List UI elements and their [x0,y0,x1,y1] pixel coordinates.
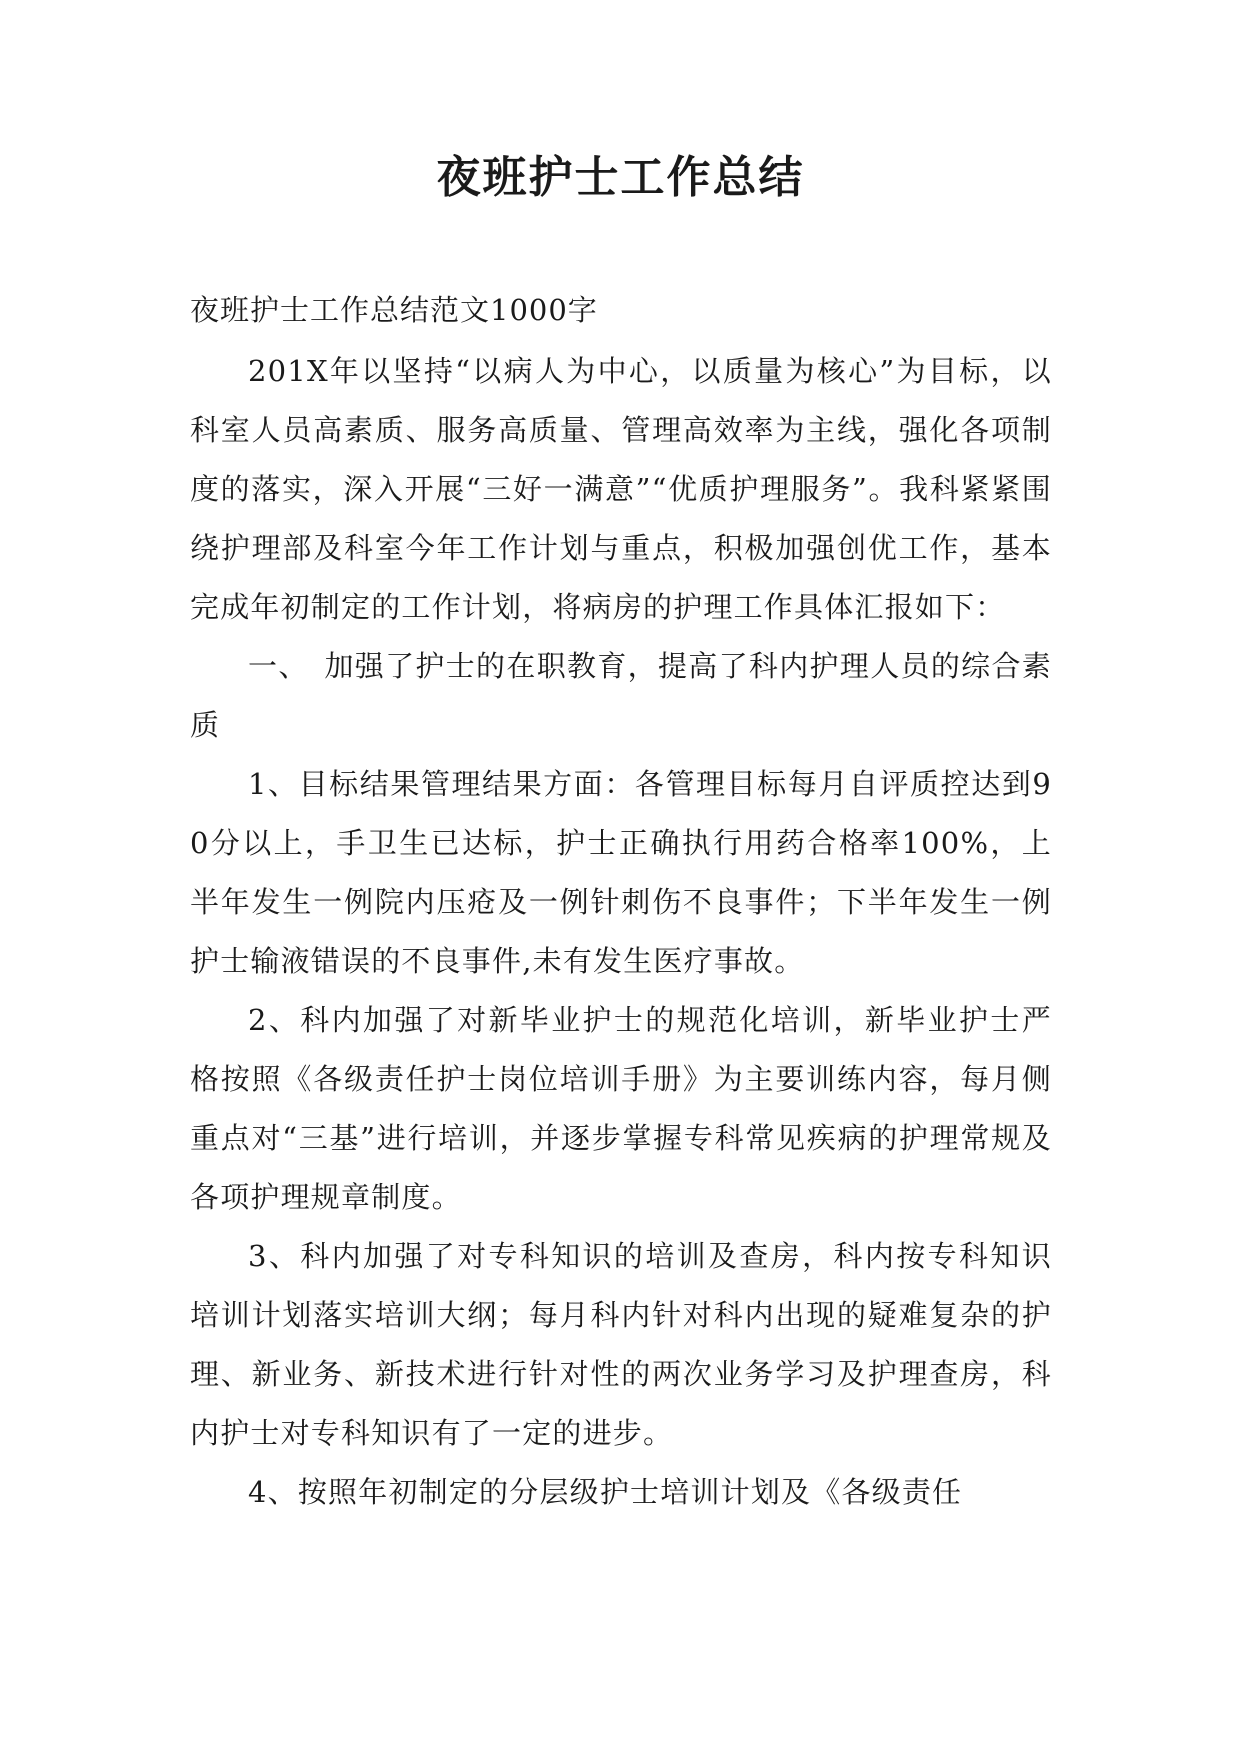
paragraph-item-1: 1、目标结果管理结果方面：各管理目标每月自评质控达到90分以上，手卫生已达标，护士正确执行用药合格率100%，上半年发生一例院内压疮及一例针刺伤不良事件；下半年发生一例护士输液错误的不良事件,未有发生医疗事故。 [190,767,1052,978]
paragraph-item-2: 2、科内加强了对新毕业护士的规范化培训，新毕业护士严格按照《各级责任护士岗位培训手册》为主要训练内容，每月侧重点对“三基”进行培训，并逐步掌握专科常见疾病的护理常规及各项护理规章制度。 [190,1003,1052,1214]
paragraph-item-4: 4、按照年初制定的分层级护士培训计划及《各级责任 [248,1475,963,1509]
section-heading-1: 一、 加强了护士的在职教育，提高了科内护理人员的综合素质 [190,649,1052,742]
paragraph-intro: 201X年以坚持“以病人为中心，以质量为核心”为目标，以科室人员高素质、服务高质量、管理高效率为主线，强化各项制度的落实，深入开展“三好一满意”“优质护理服务”。我科紧紧围绕护理部及科室今年工作计划与重点，积极加强创优工作，基本完成年初制定的工作计划，将病房的护理工作具体汇报如下： [190,354,1052,624]
document-title: 夜班护士工作总结 [436,152,805,203]
document-body [190,342,1052,1522]
paragraph-item-3: 3、科内加强了对专科知识的培训及查房，科内按专科知识培训计划落实培训大纲；每月科内针对科内出现的疑难复杂的护理、新业务、新技术进行针对性的两次业务学习及护理查房，科内护士对专科知识有了一定的进步。 [190,1239,1052,1450]
document-subtitle: 夜班护士工作总结范文1000字 [190,293,598,327]
